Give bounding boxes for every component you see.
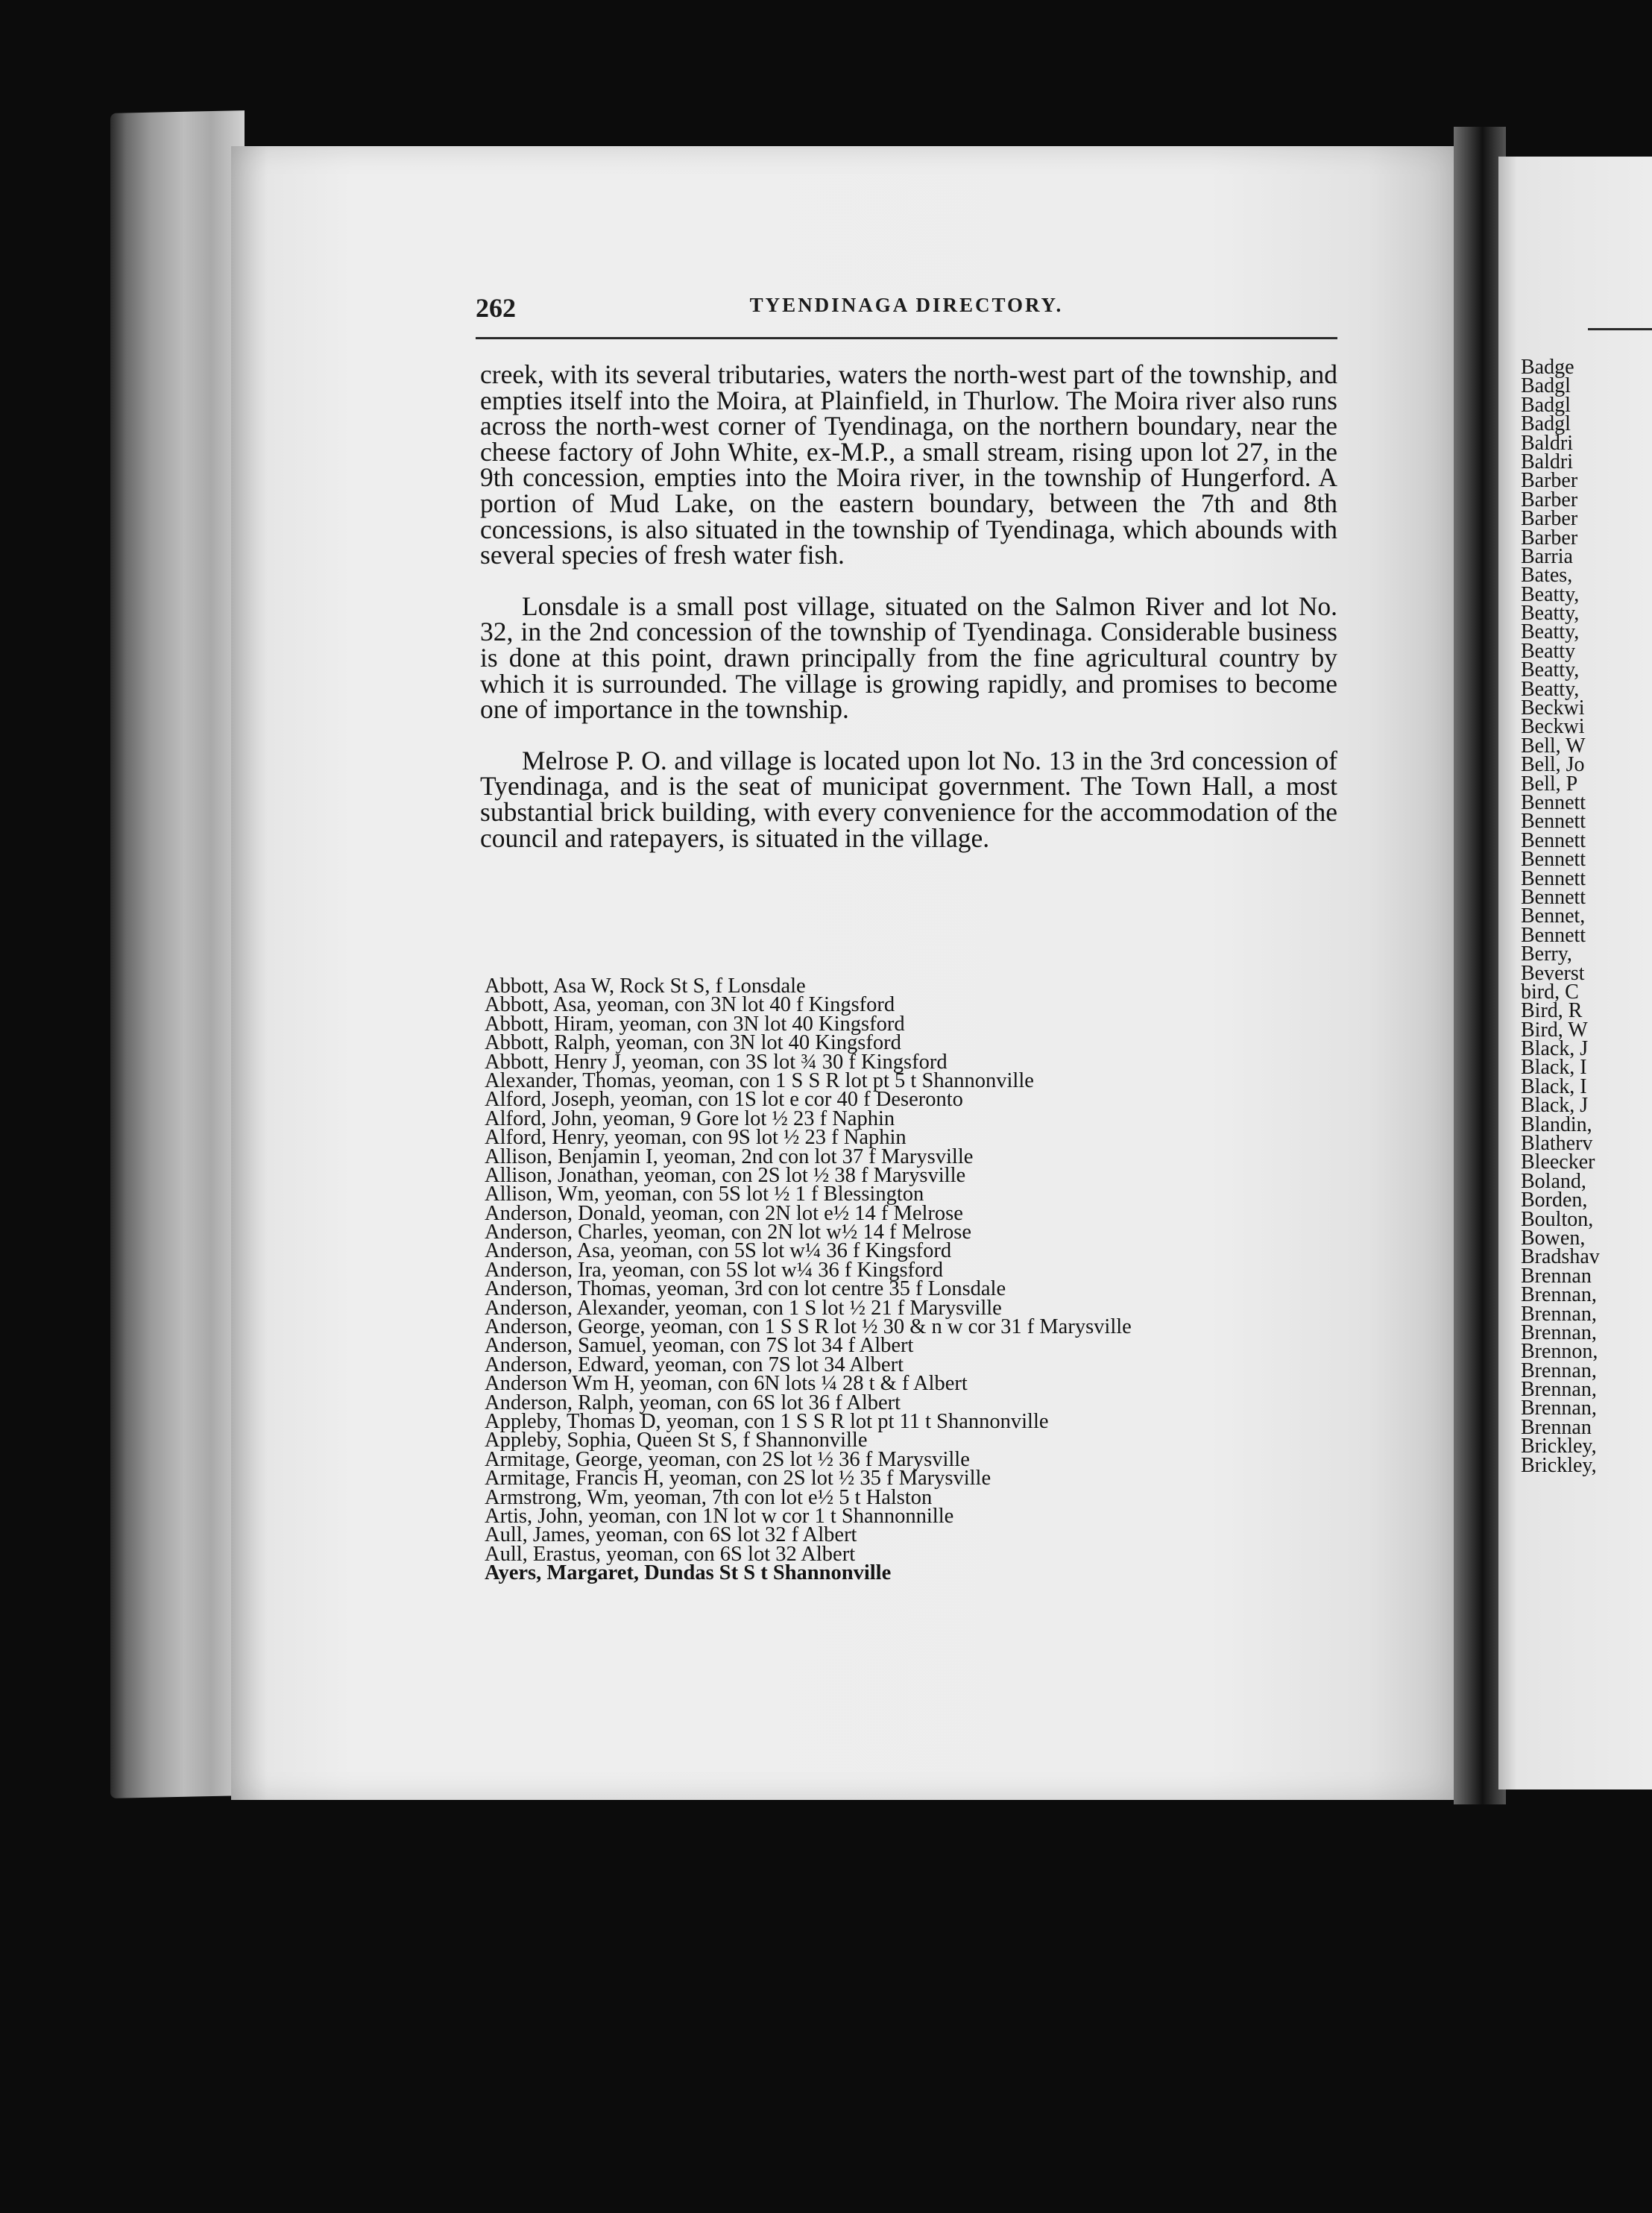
directory-entry: Allison, Wm, yeoman, con 5S lot ½ 1 f Blessington [485,1183,924,1206]
directory-entry: Aull, Erastus, yeoman, con 6S lot 32 Albert [485,1542,856,1566]
directory-entry: Abbott, Ralph, yeoman, con 3N lot 40 Kingsford [485,1031,901,1055]
right-page-fragment: Bennett [1521,866,1586,890]
right-page-fragment: Bradshav [1521,1245,1600,1269]
right-page-fragment: Brennan, [1521,1397,1597,1420]
right-page-fragment: Blatherv [1521,1132,1593,1156]
right-page-fragment: Brennan [1521,1264,1592,1288]
right-page-fragment: Brennan, [1521,1302,1597,1326]
paragraph: Melrose P. O. and village is located upon lot No. 13 in the 3rd concession of Tyendinaga, and is the seat of municipat government. The Town Hall, a most substantial brick building, with every convenience for the accommodation of the council and ratepayers, is situated in the village. [480,745,1337,853]
right-page-fragment: Beverst [1521,961,1585,985]
directory-list [485,977,1342,1583]
right-page-fragment: Beatty, [1521,658,1580,682]
directory-entry: Anderson, Samuel, yeoman, con 7S lot 34 f Albert [485,1334,914,1358]
right-page-fragment: Beckwi [1521,696,1585,720]
right-page-fragment: Barber [1521,469,1578,493]
directory-entry: Anderson, Ralph, yeoman, con 6S lot 36 f Albert [485,1391,901,1414]
page-number: 262 [476,293,516,323]
directory-entry: Alford, John, yeoman, 9 Gore lot ½ 23 f Naphin [485,1106,895,1130]
right-page-fragment: Bennett [1521,923,1586,947]
directory-entry: Abbott, Hiram, yeoman, con 3N lot 40 Kingsford [485,1012,905,1036]
right-page-fragment: Boulton, [1521,1207,1594,1231]
directory-entry: Anderson, Charles, yeoman, con 2N lot w½ 14 f Melrose [485,1221,971,1244]
right-page-fragment: Brennan [1521,1415,1592,1439]
directory-entry: Anderson, Alexander, yeoman, con 1 S lot ½ 21 f Marysville [485,1296,1002,1320]
right-page-fragment: Brennon, [1521,1340,1598,1364]
directory-entry: Allison, Benjamin I, yeoman, 2nd con lot 37 f Marysville [485,1145,974,1168]
right-page-fragment: Badgl [1521,412,1571,436]
directory-entry: Alford, Henry, yeoman, con 9S lot ½ 23 f Naphin [485,1126,907,1150]
right-page-fragment: Beatty [1521,639,1576,663]
right-page-fragment: bird, C [1521,980,1579,1004]
right-page-fragment: Bennet, [1521,904,1586,928]
running-head [476,292,1337,337]
right-page-fragment: Baldri [1521,450,1573,473]
directory-entry: Aull, James, yeoman, con 6S lot 32 f Albert [485,1523,857,1547]
body-text [480,359,1337,853]
directory-entry: Allison, Jonathan, yeoman, con 2S lot ½ 38 f Marysville [485,1163,966,1187]
right-page-fragment: Bleecker [1521,1150,1595,1174]
right-header-rule [1588,328,1652,330]
directory-entry: Anderson, Edward, yeoman, con 7S lot 34 Albert [485,1353,904,1376]
right-page-fragment: Beatty, [1521,677,1580,701]
header-rule [476,337,1337,339]
right-page-fragment: Bird, R [1521,999,1583,1023]
paragraph: Lonsdale is a small post village, situated on the Salmon River and lot No. 32, in the 2nd concession of the township of Tyendinaga. Considerable business is done at this point, drawn principally from the fine agricultural country by which it is surrounded. The village is growing rapidly, and promises to become one of importance in the township. [480,591,1337,725]
right-page-fragment: Brennan, [1521,1320,1597,1344]
right-page-fragment: Bell, P [1521,772,1578,796]
directory-entry: Anderson Wm H, yeoman, con 6N lots ¼ 28 t & f Albert [485,1372,968,1396]
right-page-fragment: Bennett [1521,790,1586,814]
right-page-fragment: Barber [1521,526,1578,550]
directory-entry: Anderson, George, yeoman, con 1 S S R lot ½ 30 & n w cor 31 f Marysville [485,1315,1132,1339]
directory-entry: Anderson, Donald, yeoman, con 2N lot e½ 14 f Melrose [485,1201,963,1225]
right-page-fragment: Beatty, [1521,602,1580,626]
directory-entry: Armitage, Francis H, yeoman, con 2S lot ½ 35 f Marysville [485,1467,991,1490]
right-page-fragment: Black, J [1521,1094,1589,1118]
right-page-fragment: Black, J [1521,1037,1589,1061]
directory-entry: Appleby, Sophia, Queen St S, f Shannonville [485,1429,868,1452]
directory-entry: Abbott, Asa, yeoman, con 3N lot 40 f Kingsford [485,993,895,1017]
right-page-fragments [1521,358,1648,1475]
right-page-fragment: Bates, [1521,564,1573,588]
right-page-fragment: Brennan, [1521,1283,1597,1307]
right-page-fragment: Beatty, [1521,582,1580,606]
right-page-fragment: Bennett [1521,810,1586,834]
right-page-fragment: Brickley, [1521,1435,1597,1458]
directory-entry: Anderson, Thomas, yeoman, 3rd con lot centre 35 f Lonsdale [485,1277,1006,1301]
right-page-fragment: Bowen, [1521,1226,1586,1250]
right-page-fragment: Brickley, [1521,1453,1597,1477]
directory-entry: Abbott, Asa W, Rock St S, f Lonsdale [485,975,806,998]
right-page-fragment: Barria [1521,544,1573,568]
right-page-fragment: Bennett [1521,828,1586,852]
right-page-fragment: Bennett [1521,885,1586,909]
right-page-fragment: Brennan, [1521,1359,1597,1382]
right-page-fragment: Badgl [1521,393,1571,417]
directory-entry: Ayers, Margaret, Dundas St S t Shannonville [485,1561,892,1585]
right-page-fragment: Beckwi [1521,715,1585,739]
right-page-fragment: Baldri [1521,431,1573,455]
directory-entry: Armitage, George, yeoman, con 2S lot ½ 36 f Marysville [485,1447,970,1471]
page-edges [110,110,245,1798]
directory-entry: Alexander, Thomas, yeoman, con 1 S S R lot pt 5 t Shannonville [485,1068,1034,1092]
right-page-fragment: Beatty, [1521,620,1580,644]
directory-entry: Artis, John, yeoman, con 1N lot w cor 1 t Shannonnille [485,1504,954,1528]
directory-entry: Appleby, Thomas D, yeoman, con 1 S S R lot pt 11 t Shannonville [485,1409,1049,1433]
right-page-fragment: Brennan, [1521,1378,1597,1402]
right-page-fragment: Bird, W [1521,1018,1588,1042]
right-page-fragment: Blandin, [1521,1112,1592,1136]
paragraph: creek, with its several tributaries, waters the north-west part of the township, and empties itself into the Moira, at Plainfield, in Thurlow. The Moira river also runs across the north-west corner of Tyendinaga, on the northern boundary, near the cheese factory of John White, ex-M.P., a small stream, rising upon lot 27, in the 9th concession, empties into the Moira river, in the township of Hungerford. A portion of Mud Lake, on the eastern boundary, between the 7th and 8th concessions, is also situated in the township of Tyendinaga, which abounds with several species of fresh water fish. [480,359,1337,570]
right-page-fragment: Black, I [1521,1056,1587,1080]
right-page-fragment: Bell, W [1521,734,1586,758]
right-page-fragment: Barber [1521,507,1578,531]
right-page-fragment: Badgl [1521,374,1571,398]
right-page-fragment: Badge [1521,356,1574,379]
right-page-fragment: Borden, [1521,1189,1588,1212]
directory-entry: Armstrong, Wm, yeoman, 7th con lot e½ 5 t Halston [485,1485,933,1509]
right-page-fragment: Boland, [1521,1169,1586,1193]
directory-entry: Abbott, Henry J, yeoman, con 3S lot ¾ 30 f Kingsford [485,1050,948,1074]
page-title: TYENDINAGA DIRECTORY. [749,294,1064,316]
right-page-fragment: Black, I [1521,1074,1587,1098]
right-page-fragment: Bell, Jo [1521,753,1585,777]
directory-entry: Anderson, Ira, yeoman, con 5S lot w¼ 36 f Kingsford [485,1258,944,1282]
right-page-fragment: Bennett [1521,848,1586,872]
right-page-fragment: Barber [1521,488,1578,511]
directory-entry: Alford, Joseph, yeoman, con 1S lot e cor 40 f Deseronto [485,1088,963,1112]
right-page-fragment: Berry, [1521,942,1572,966]
directory-entry: Anderson, Asa, yeoman, con 5S lot w¼ 36 f Kingsford [485,1239,952,1263]
